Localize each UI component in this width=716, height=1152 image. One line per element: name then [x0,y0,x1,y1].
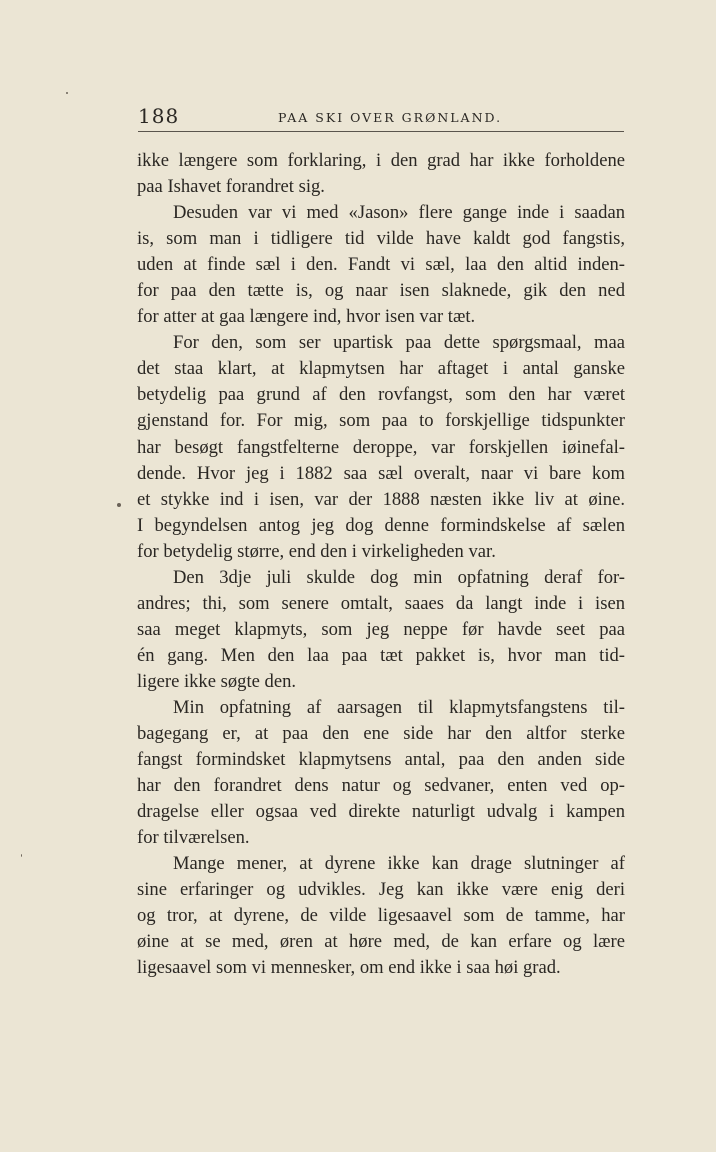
text-line: for paa den tætte is, og naar isen slaknede, gik den ned [137,280,625,302]
text-line: og tror, at dyrene, de vilde ligesaavel som de tamme, har [137,905,625,927]
text-line: paa Ishavet forandret sig. [137,176,325,198]
print-speck [117,503,121,507]
page-number: 188 [138,104,180,128]
text-line: betydelig paa grund af den rovfangst, som den har været [137,384,625,406]
text-line: én gang. Men den laa paa tæt pakket is, hvor man tid- [137,644,625,666]
text-line: bagegang er, at paa den ene side har den altfor sterke [137,723,625,745]
text-line: sine erfaringer og udvikles. Jeg kan ikke være enig deri [137,879,625,901]
text-line: har den forandret dens natur og sedvaner, enten ved op- [137,775,625,797]
text-line: har besøgt fangstfelterne deroppe, var forskjellen iøinefal- [137,436,625,458]
print-speck [66,92,68,94]
text-line: for atter at gaa længere ind, hvor isen var tæt. [137,306,476,328]
text-line: Min opfatning af aarsagen til klapmytsfangstens til- [173,696,625,718]
text-line: gjenstand for. For mig, som paa to forskjellige tidspunkter [137,410,625,432]
text-line: is, som man i tidligere tid vilde have kaldt god fangstis, [137,228,625,250]
text-line: Desuden var vi med «Jason» flere gange inde i saadan [173,202,625,224]
text-line: øine at se med, øren at høre med, de kan erfare og lære [137,931,625,953]
header-rule [138,131,624,132]
text-line: det staa klart, at klapmytsen har aftaget i antal ganske [137,358,625,380]
text-line: ligere ikke søgte den. [137,670,297,692]
paragraph [137,148,625,200]
text-line: Den 3dje juli skulde dog min opfatning deraf for- [173,566,625,588]
text-line: et stykke ind i isen, var der 1888 næsten ikke liv at øine. [137,488,625,510]
text-line: uden at finde sæl i den. Fandt vi sæl, laa den altid inden- [137,254,625,276]
paragraph [137,565,625,695]
text-line: ikke længere som forklaring, i den grad har ikke forholdene [137,150,625,171]
text-line: dragelse eller ogsaa ved direkte naturligt udvalg i kampen [137,801,625,823]
paragraph [137,330,625,564]
text-line: dende. Hvor jeg i 1882 saa sæl overalt, naar vi bare kom [137,462,625,484]
paragraph [137,200,625,330]
text-line: for tilværelsen. [137,827,250,849]
paragraph [137,695,625,851]
text-line: fangst formindsket klapmytsens antal, paa den anden side [137,749,625,771]
body-text [137,148,625,982]
text-line: For den, som ser upartisk paa dette spørgsmaal, maa [173,332,625,354]
page-header [138,104,624,134]
print-speck [21,854,22,857]
text-line: for betydelig større, end den i virkeligheden var. [137,540,496,562]
paragraph [137,851,625,981]
text-line: saa meget klapmyts, som jeg neppe før havde seet paa [137,618,625,640]
text-line: Mange mener, at dyrene ikke kan drage slutninger af [173,853,625,875]
text-line: I begyndelsen antog jeg dog denne formindskelse af sælen [137,514,625,536]
text-line: ligesaavel som vi mennesker, om end ikke i saa høi grad. [137,957,561,979]
text-line: andres; thi, som senere omtalt, saaes da langt inde i isen [137,592,625,614]
running-title: PAA SKI OVER GRØNLAND. [278,110,503,125]
